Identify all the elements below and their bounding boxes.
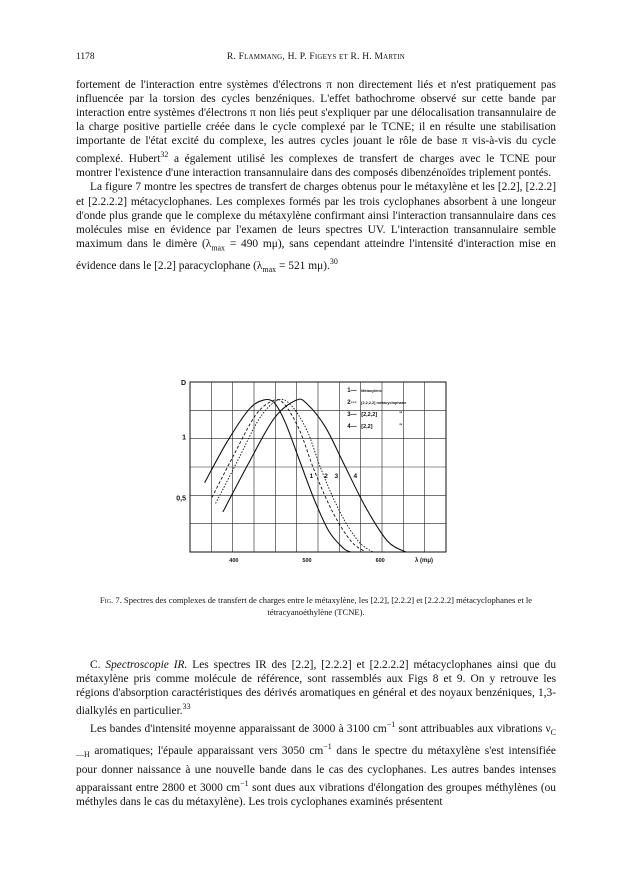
y-tick-label: 1 bbox=[182, 434, 186, 442]
legend-entry: [2,2] bbox=[361, 424, 373, 430]
legend-entry: [2,2,2,2] métacyclophane bbox=[361, 401, 407, 405]
reference-superscript: 33 bbox=[182, 702, 191, 712]
page-number: 1178 bbox=[76, 52, 95, 62]
legend-entry: [2,2,2] bbox=[361, 412, 378, 418]
series-line-1 bbox=[205, 399, 351, 552]
body-text-bottom bbox=[76, 658, 556, 809]
curve-label-2: 2 bbox=[324, 472, 328, 480]
reference-superscript: 30 bbox=[329, 257, 338, 267]
curve-label-3: 3 bbox=[334, 472, 339, 480]
x-tick-label: 600 bbox=[375, 558, 385, 564]
page-header bbox=[76, 52, 556, 66]
legend-key: 1— bbox=[347, 388, 357, 394]
caption-label: Fig. 7. bbox=[99, 595, 122, 605]
figure-caption bbox=[96, 594, 536, 618]
figure-7 bbox=[168, 374, 468, 572]
paragraph-1: fortement de l'interaction entre systèmes d'électrons π non directement liés et n'est pratiquement pas influencée par la torsion des cycles benzéniques. L'effet bathochrome observé sur cette bande par interaction entre systèmes d'électrons π non liés peut s'expliquer par une délocalisation transannulaire de la charge positive partielle créée dans le cycle complexé par le TCNE; il en résulte une stabilisation importante de l'état excité du complexe, les autres cycles jouant le rôle de base π vis-à-vis du cycle complexé. Hubert$^{32}$ a également utilisé les complexes de transfert de charges avec le TCNE pour montrer l'existence d'une interaction transannulaire dans des composés dibenzénoïdes triplement pontés. bbox=[76, 79, 557, 180]
y-tick-label: 0,5 bbox=[176, 495, 186, 503]
legend-ditto: " bbox=[399, 412, 403, 418]
section-heading: Spectroscopie IR. bbox=[105, 659, 188, 671]
legend-key: 4— bbox=[347, 424, 357, 430]
caption-text: Spectres des complexes de transfert de charges entre le métaxylène, les [2.2], [2.2.2] et [2.2.2.2] métacyclophanes et le tétracyanoéthylène (TCNE). bbox=[121, 595, 533, 617]
legend-key: 2--- bbox=[347, 400, 357, 406]
curve-label-1: 1 bbox=[309, 472, 314, 480]
reference-superscript: 32 bbox=[160, 150, 169, 160]
legend-entry: Métaxylène bbox=[361, 389, 382, 393]
x-tick-label: 400 bbox=[229, 558, 239, 564]
series-line-2 bbox=[212, 400, 366, 552]
legend-key: 3— bbox=[347, 412, 357, 418]
paragraph-4: Les bandes d'intensité moyenne apparaissant de 3000 à 3100 $cm^{-1}$ sont attribuables aux vibrations $\nu_{C—H}$ aromatiques; l'épaule apparaissant vers 3050 $cm^{-1}$ dans le spectre du métaxylène s'est intensifiée pour donner naissance à une nouvelle bande dans le cas des cyclophanes. Les autres bandes intenses apparaissant entre 2800 et 3000 $cm^{-1}$ sont dues aux vibrations d'élongation des groupes méthylènes (ou méthyles dans le cas du métaxylène). Les trois cyclophanes examinés présentent bbox=[76, 720, 556, 808]
y-tick-label: D bbox=[180, 380, 186, 387]
legend-ditto: " bbox=[399, 424, 403, 430]
body-text-top bbox=[76, 78, 556, 277]
running-head: R. Flammang, H. P. Figeys et R. H. Martin bbox=[226, 52, 406, 62]
x-axis-label: λ (mμ) bbox=[415, 558, 434, 564]
paragraph-3: C. Spectroscopie IR. Les spectres IR des [2.2], [2.2.2] et [2.2.2.2] métacyclophanes ainsi que du métaxylène pris comme molécule de référence, sont rassemblés aux Figs 8 et 9. On y retrouve les régions d'absorption caractéristiques des dérivés aromatiques en général et des noyaux benzéniques, 1,3-dialkylés en particulier.$^{33}$ bbox=[76, 659, 557, 718]
curve-label-4: 4 bbox=[353, 472, 358, 480]
charge-transfer-spectra-chart bbox=[168, 374, 468, 572]
x-tick-label: 500 bbox=[302, 558, 312, 564]
paragraph-2: La figure 7 montre les spectres de transfert de charges obtenus pour le métaxylène et les [2.2], [2.2.2] et [2.2.2.2] métacyclophanes. Les complexes formés par les trois cyclophanes absorbent à une longeur d'onde plus grande que le complexe du métaxylène confirmant ainsi l'interaction transannulaire dans ces molécules mise en évidence par l'examen de leurs spectres UV. L'interaction transannulaire semble maximum dans le dimère ($\lambda_{max} = 490$ mμ), sans cependant atteindre l'intensité d'interaction mise en évidence dans le [2.2] paracyclophane ($\lambda_{max} = 521$ mμ).$^{30}$ bbox=[76, 181, 556, 275]
series-line-4 bbox=[223, 399, 406, 552]
